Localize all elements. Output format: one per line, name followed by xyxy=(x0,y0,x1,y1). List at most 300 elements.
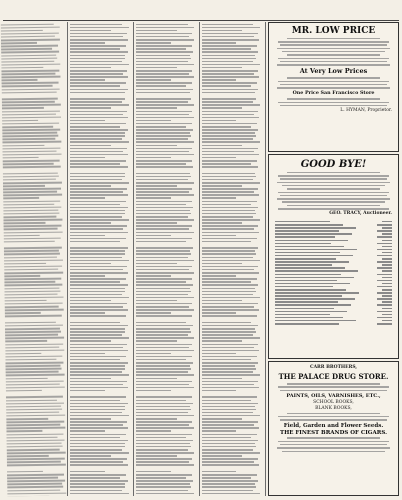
text-line xyxy=(136,269,189,271)
text-line xyxy=(70,415,129,417)
text-line xyxy=(6,436,57,438)
text-line xyxy=(5,340,47,342)
text-line xyxy=(136,24,188,26)
text-line xyxy=(1,76,60,78)
text-line xyxy=(202,120,236,122)
text-line xyxy=(136,104,194,106)
ad-body-7 xyxy=(269,437,398,452)
text-line xyxy=(6,368,62,370)
text-line xyxy=(202,281,251,283)
text-line xyxy=(136,356,192,358)
text-line xyxy=(136,70,192,72)
text-line xyxy=(7,486,63,488)
text-line xyxy=(70,353,105,355)
text-line xyxy=(7,455,49,457)
text-line xyxy=(202,263,242,265)
text-line xyxy=(70,424,123,426)
text-line xyxy=(70,232,128,234)
text-line xyxy=(70,120,105,122)
text-line xyxy=(70,309,128,311)
text-line xyxy=(136,138,188,140)
text-line xyxy=(202,179,253,181)
text-line xyxy=(136,374,194,376)
text-line xyxy=(202,216,253,218)
ad-signature: GEO. TRACY, Auctioneer. xyxy=(329,211,392,217)
text-line xyxy=(70,275,105,277)
text-line xyxy=(136,151,189,153)
text-line xyxy=(136,437,186,439)
listing-table xyxy=(269,217,398,328)
text-line xyxy=(282,185,385,187)
text-line xyxy=(136,266,192,268)
text-line xyxy=(1,36,55,38)
text-line xyxy=(70,291,125,293)
text-line xyxy=(202,430,236,432)
text-line xyxy=(136,253,191,255)
text-line xyxy=(136,36,189,38)
text-line xyxy=(136,347,189,349)
text-line xyxy=(6,408,62,410)
text-line xyxy=(70,390,105,392)
text-line xyxy=(136,477,186,479)
text-line xyxy=(2,104,61,106)
text-line xyxy=(202,278,257,280)
text-line xyxy=(4,287,59,289)
text-line xyxy=(6,371,59,373)
text-line xyxy=(136,315,192,317)
text-line xyxy=(70,188,127,190)
text-line xyxy=(70,24,122,26)
text-line xyxy=(136,89,193,91)
text-line xyxy=(5,349,64,351)
text-line xyxy=(136,400,186,402)
text-line xyxy=(136,132,190,134)
text-line xyxy=(202,61,253,63)
text-line xyxy=(202,210,255,212)
table-row xyxy=(275,277,392,279)
text-line xyxy=(3,222,45,224)
text-line xyxy=(3,160,60,162)
text-line xyxy=(136,480,193,482)
text-line xyxy=(136,490,188,492)
text-line xyxy=(70,36,123,38)
text-line xyxy=(278,208,389,210)
text-line xyxy=(7,464,66,466)
text-line xyxy=(70,334,122,336)
text-line xyxy=(3,203,54,205)
text-line xyxy=(278,102,389,104)
text-line xyxy=(3,213,59,215)
text-line xyxy=(136,440,193,442)
table-row xyxy=(275,249,392,251)
text-line xyxy=(202,288,255,290)
text-line xyxy=(287,172,381,174)
text-line xyxy=(202,483,255,485)
table-row xyxy=(275,267,392,269)
text-line xyxy=(136,114,189,116)
text-line xyxy=(5,322,56,324)
text-line xyxy=(136,325,193,327)
text-line xyxy=(202,51,258,53)
text-line xyxy=(202,464,259,466)
text-line xyxy=(70,303,127,305)
text-line xyxy=(280,84,388,86)
text-line xyxy=(136,452,194,454)
text-line xyxy=(202,443,255,445)
text-line xyxy=(136,148,192,150)
text-line xyxy=(2,88,60,90)
text-line xyxy=(287,98,381,100)
text-line xyxy=(3,175,59,177)
table-row xyxy=(275,311,392,313)
table-row xyxy=(275,240,392,242)
text-line xyxy=(70,48,120,50)
text-line xyxy=(136,120,171,122)
text-line xyxy=(202,79,236,81)
ad-line: THE FINEST BRANDS OF CIGARS. xyxy=(279,429,388,436)
text-line xyxy=(136,213,191,215)
text-line xyxy=(202,486,256,488)
text-line xyxy=(202,387,259,389)
text-line xyxy=(2,120,38,122)
text-line xyxy=(202,129,258,131)
text-line xyxy=(70,30,111,32)
text-line xyxy=(202,166,258,168)
text-line xyxy=(136,493,194,495)
text-line xyxy=(202,353,236,355)
text-line xyxy=(202,340,242,342)
ad-body-1 xyxy=(269,38,398,66)
text-line xyxy=(136,82,192,84)
text-line xyxy=(70,213,125,215)
text-line xyxy=(1,26,60,28)
text-line xyxy=(136,85,186,87)
text-line xyxy=(2,147,60,149)
text-line xyxy=(202,173,255,175)
column-rule xyxy=(67,22,68,496)
text-line xyxy=(70,368,125,370)
text-line xyxy=(136,204,186,206)
text-line xyxy=(5,303,63,305)
text-line xyxy=(70,216,122,218)
text-line xyxy=(136,430,171,432)
text-line xyxy=(202,374,260,376)
text-line xyxy=(202,253,256,255)
ad-body-2 xyxy=(269,77,398,88)
text-line xyxy=(280,105,388,107)
text-line xyxy=(287,205,381,207)
text-line xyxy=(70,260,129,262)
text-line xyxy=(136,64,194,66)
text-line xyxy=(202,141,260,143)
text-line xyxy=(202,191,254,193)
text-line xyxy=(136,123,192,125)
text-line xyxy=(70,350,128,352)
text-line xyxy=(202,406,255,408)
column-1 xyxy=(1,22,68,497)
text-line xyxy=(202,114,254,116)
text-line xyxy=(70,45,126,47)
text-line xyxy=(70,359,120,361)
table-row xyxy=(275,301,392,303)
text-line xyxy=(202,331,256,333)
text-line xyxy=(278,175,389,177)
text-line xyxy=(136,350,194,352)
text-line xyxy=(202,294,253,296)
text-line xyxy=(202,111,258,113)
text-line xyxy=(277,64,390,66)
text-line xyxy=(202,222,242,224)
text-line xyxy=(70,207,128,209)
text-line xyxy=(202,123,257,125)
text-line xyxy=(136,27,194,29)
text-line xyxy=(202,117,259,119)
text-line xyxy=(136,238,192,240)
text-line xyxy=(278,416,389,418)
text-line xyxy=(1,39,60,41)
text-line xyxy=(202,403,258,405)
text-line xyxy=(136,337,194,339)
table-row xyxy=(275,314,392,316)
text-line xyxy=(136,415,194,417)
text-line xyxy=(136,365,190,367)
text-line xyxy=(3,163,54,165)
text-line xyxy=(202,418,242,420)
text-line xyxy=(136,464,194,466)
text-line xyxy=(136,111,192,113)
text-line xyxy=(70,328,125,330)
text-line xyxy=(136,272,194,274)
text-line xyxy=(70,82,126,84)
text-line xyxy=(136,51,193,53)
text-line xyxy=(136,210,190,212)
text-line xyxy=(202,384,254,386)
text-line xyxy=(136,359,186,361)
ad-heading: One Price San Francisco Store xyxy=(292,90,375,97)
text-line xyxy=(5,353,41,355)
text-line xyxy=(202,362,258,364)
text-line xyxy=(70,421,127,423)
text-line xyxy=(70,132,125,134)
text-line xyxy=(136,73,189,75)
text-line xyxy=(202,45,257,47)
text-line xyxy=(70,284,128,286)
text-line xyxy=(136,145,177,147)
text-line xyxy=(136,288,190,290)
text-line xyxy=(70,356,126,358)
text-line xyxy=(136,294,188,296)
table-row xyxy=(275,236,392,238)
text-line xyxy=(70,238,126,240)
text-line xyxy=(70,406,125,408)
ad-line: SCHOOL BOOKS, xyxy=(313,399,354,405)
ad-body-4 xyxy=(269,172,398,210)
table-row xyxy=(275,286,392,288)
text-line xyxy=(2,123,59,125)
text-line xyxy=(2,110,60,112)
text-line xyxy=(136,483,190,485)
text-line xyxy=(202,48,251,50)
text-line xyxy=(1,57,57,59)
text-line xyxy=(202,64,260,66)
text-line xyxy=(202,204,251,206)
text-line xyxy=(70,182,129,184)
text-line xyxy=(5,343,63,345)
column-rule xyxy=(199,22,200,496)
text-line xyxy=(5,359,56,361)
text-line xyxy=(136,278,192,280)
text-line xyxy=(70,440,128,442)
text-line xyxy=(202,315,257,317)
column-rule xyxy=(133,22,134,496)
text-line xyxy=(7,496,49,497)
text-line xyxy=(136,30,177,32)
text-line xyxy=(136,48,186,50)
text-line xyxy=(202,148,258,150)
text-line xyxy=(1,23,54,25)
text-line xyxy=(136,185,177,187)
text-line xyxy=(202,138,253,140)
text-line xyxy=(70,204,120,206)
text-line xyxy=(202,480,258,482)
text-line xyxy=(6,380,64,382)
text-line xyxy=(136,312,171,314)
text-line xyxy=(4,269,58,271)
text-line xyxy=(136,275,171,277)
text-line xyxy=(70,92,125,94)
text-line xyxy=(287,188,381,190)
text-line xyxy=(2,135,58,137)
text-line xyxy=(202,446,256,448)
text-line xyxy=(136,55,190,57)
text-line xyxy=(5,362,63,364)
text-line xyxy=(3,182,62,184)
text-line xyxy=(136,403,193,405)
text-line xyxy=(1,33,59,35)
ad-signature: L. HYMAN, Proprietor. xyxy=(340,108,392,114)
text-line xyxy=(70,378,111,380)
text-line xyxy=(4,250,59,252)
text-line xyxy=(1,63,60,65)
text-line xyxy=(136,45,192,47)
text-line xyxy=(4,265,62,267)
text-line xyxy=(136,154,194,156)
text-line xyxy=(136,257,188,259)
ad-body-6 xyxy=(269,413,398,421)
text-line xyxy=(4,272,63,274)
text-line xyxy=(7,442,62,444)
text-line xyxy=(7,471,43,473)
text-line xyxy=(202,337,260,339)
text-line xyxy=(70,278,126,280)
text-line xyxy=(70,387,128,389)
text-line xyxy=(202,73,254,75)
text-line xyxy=(70,300,111,302)
text-line xyxy=(6,424,60,426)
text-line xyxy=(136,98,191,100)
table-row xyxy=(275,317,392,319)
text-line xyxy=(70,315,126,317)
text-line xyxy=(3,172,58,174)
text-line xyxy=(70,141,129,143)
text-line xyxy=(136,449,188,451)
ad-title: MR. LOW PRICE xyxy=(291,26,376,36)
text-line xyxy=(5,296,64,298)
text-line xyxy=(202,434,257,436)
text-line xyxy=(136,443,190,445)
text-line xyxy=(287,413,381,415)
text-line xyxy=(6,412,59,414)
text-line xyxy=(5,309,64,311)
text-line xyxy=(70,85,120,87)
text-line xyxy=(202,225,258,227)
text-line xyxy=(202,154,259,156)
text-line xyxy=(5,334,58,336)
text-line xyxy=(136,328,190,330)
text-line xyxy=(70,374,129,376)
text-line xyxy=(5,346,59,348)
text-line xyxy=(4,275,40,277)
text-line xyxy=(70,347,123,349)
text-line xyxy=(136,173,190,175)
text-line xyxy=(202,412,253,414)
text-line xyxy=(5,300,47,302)
text-line xyxy=(136,418,177,420)
text-line xyxy=(2,132,57,134)
text-line xyxy=(202,104,260,106)
text-line xyxy=(6,396,63,398)
text-line xyxy=(202,400,251,402)
text-line xyxy=(202,39,259,41)
text-line xyxy=(1,45,58,47)
text-line xyxy=(136,232,194,234)
text-line xyxy=(202,409,256,411)
text-line xyxy=(287,38,381,40)
text-line xyxy=(70,418,111,420)
text-line xyxy=(70,449,122,451)
text-line xyxy=(136,250,190,252)
text-line xyxy=(277,48,390,50)
masthead xyxy=(3,2,399,21)
text-line xyxy=(202,250,255,252)
text-line xyxy=(5,306,59,308)
text-line xyxy=(1,70,59,72)
text-line xyxy=(5,328,60,330)
text-line xyxy=(202,238,257,240)
text-line xyxy=(136,160,192,162)
text-line xyxy=(70,145,111,147)
text-line xyxy=(70,89,128,91)
column-4 xyxy=(202,22,262,496)
text-line xyxy=(202,303,258,305)
text-line xyxy=(4,284,62,286)
text-line xyxy=(2,126,53,128)
text-line xyxy=(136,390,171,392)
text-line xyxy=(136,191,189,193)
text-line xyxy=(202,126,251,128)
text-line xyxy=(202,474,257,476)
table-row xyxy=(275,289,392,291)
text-line xyxy=(202,92,255,94)
text-line xyxy=(70,179,122,181)
text-line xyxy=(6,415,65,417)
text-line xyxy=(70,384,123,386)
text-line xyxy=(70,443,125,445)
text-line xyxy=(202,284,258,286)
text-line xyxy=(70,294,122,296)
text-line xyxy=(136,228,189,230)
text-line xyxy=(202,197,236,199)
